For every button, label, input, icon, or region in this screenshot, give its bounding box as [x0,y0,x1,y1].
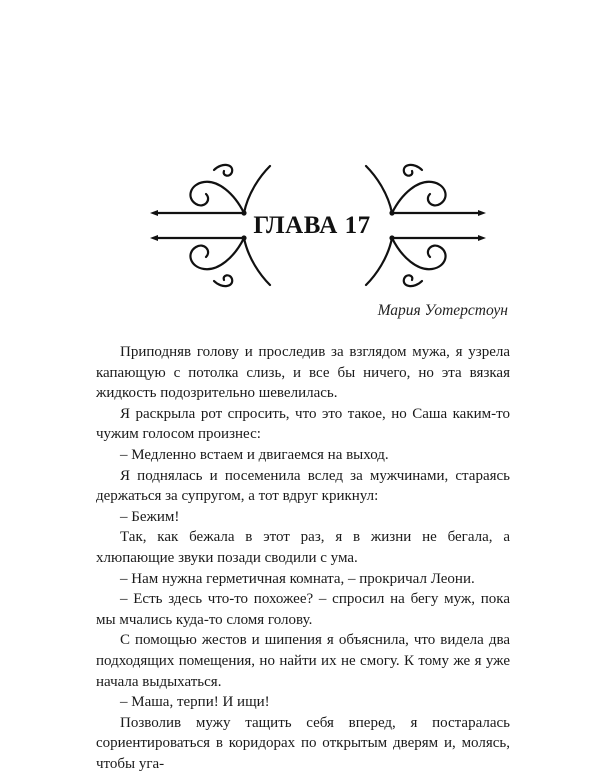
paragraph: – Бежим! [120,508,180,525]
paragraph: Я раскрыла рот спросить, что это такое, но Саша каким-то чужим голосом произнес: [96,405,510,443]
paragraph: Приподняв голову и проследив за взглядом мужа, я узрела капающую с потолка слизь, и все бы ничего, но эта вязкая жидкость подозрительно шевелилась. [96,344,510,402]
paragraph: – Медленно встаем и двигаемся на выход. [120,446,389,463]
paragraph: – Есть здесь что-то похожее? – спросил на бегу муж, пока мы мчались куда-то сломя голову. [96,591,510,628]
paragraph: – Нам нужна герметичная комната, – прокричал Леони. [120,570,475,587]
chapter-title: ГЛАВА 17 [253,212,371,239]
paragraph: Позволив мужу тащить себя вперед, я постаралась сориентироваться в коридорах по открытым дверям и, молясь, чтобы уга- [96,714,510,772]
author-name: Мария Уотерстоун [377,302,508,319]
paragraph: – Маша, терпи! И ищи! [120,694,270,711]
paragraph: С помощью жестов и шипения я объяснила, что видела два подходящих помещения, но найти их не смогу. К тому же я уже начала выдыхаться. [96,632,510,690]
body-text [96,342,510,774]
paragraph: Так, как бежала в этот раз, я в жизни не бегала, а хлюпающие звуки позади сводили с ума. [96,529,510,566]
paragraph: Я поднялась и посеменила вслед за мужчинами, стараясь держаться за супругом, а тот вдруг крикнул: [96,467,510,505]
